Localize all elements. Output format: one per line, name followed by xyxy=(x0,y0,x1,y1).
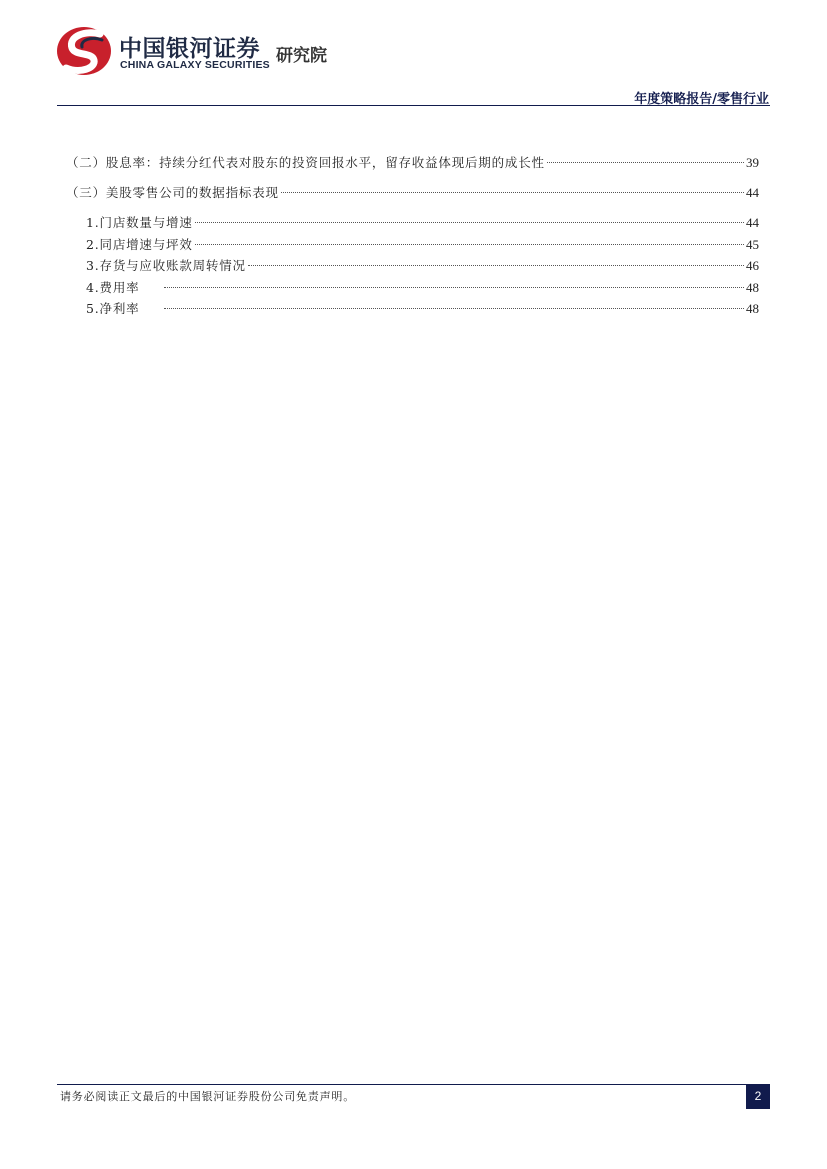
toc-entry-label: 5.净利率 xyxy=(86,301,140,316)
toc-leader-dots xyxy=(248,265,744,266)
toc-leader-dots xyxy=(195,222,744,223)
toc-entry-page: 45 xyxy=(746,236,759,252)
toc-entry-label: 1.门店数量与增速 xyxy=(86,215,193,230)
toc-leader-dots xyxy=(195,244,744,245)
footer-divider xyxy=(57,1084,770,1085)
toc-entry-label: （三）美股零售公司的数据指标表现 xyxy=(66,185,279,200)
logo-chinese-name: 中国银河证券 xyxy=(119,36,260,62)
report-type-label: 年度策略报告/零售行业 xyxy=(634,92,769,107)
toc-subentry[interactable] xyxy=(66,212,759,234)
galaxy-logo-icon xyxy=(56,26,112,76)
toc-leader-dots xyxy=(164,308,744,309)
toc-subentry[interactable] xyxy=(66,234,759,256)
toc-entry-page: 44 xyxy=(746,215,759,230)
toc-entry[interactable] xyxy=(66,152,759,174)
toc-entry-page: 48 xyxy=(746,301,759,316)
toc-entry-label: 3.存货与应收账款周转情况 xyxy=(86,258,246,273)
logo-department: 研究院 xyxy=(276,46,327,66)
logo-english-name: CHINA GALAXY SECURITIES xyxy=(120,59,270,71)
page-number-badge: 2 xyxy=(746,1085,770,1109)
toc-leader-dots xyxy=(281,192,744,193)
disclaimer-note: 请务必阅读正文最后的中国银河证券股份公司免责声明。 xyxy=(60,1090,355,1103)
toc-entry-page: 44 xyxy=(746,185,759,200)
toc-entry-label: （二）股息率：持续分红代表对股东的投资回报水平，留存收益体现后期的成长性 xyxy=(66,155,545,170)
toc-entry[interactable] xyxy=(66,182,759,204)
toc-entry-page: 46 xyxy=(746,258,759,273)
toc-entry-label: 4.费用率 xyxy=(86,279,140,295)
toc-entry-page: 39 xyxy=(746,155,759,170)
toc-leader-dots xyxy=(164,287,744,288)
company-logo xyxy=(56,26,386,78)
toc-entry-label: 2.同店增速与坪效 xyxy=(86,236,193,252)
header-divider xyxy=(57,105,770,106)
toc-leader-dots xyxy=(547,162,744,163)
toc-subentry[interactable] xyxy=(66,298,759,320)
table-of-contents xyxy=(66,152,759,320)
toc-subentry[interactable] xyxy=(66,255,759,277)
toc-entry-page: 48 xyxy=(746,279,759,295)
toc-subentry[interactable] xyxy=(66,277,759,299)
